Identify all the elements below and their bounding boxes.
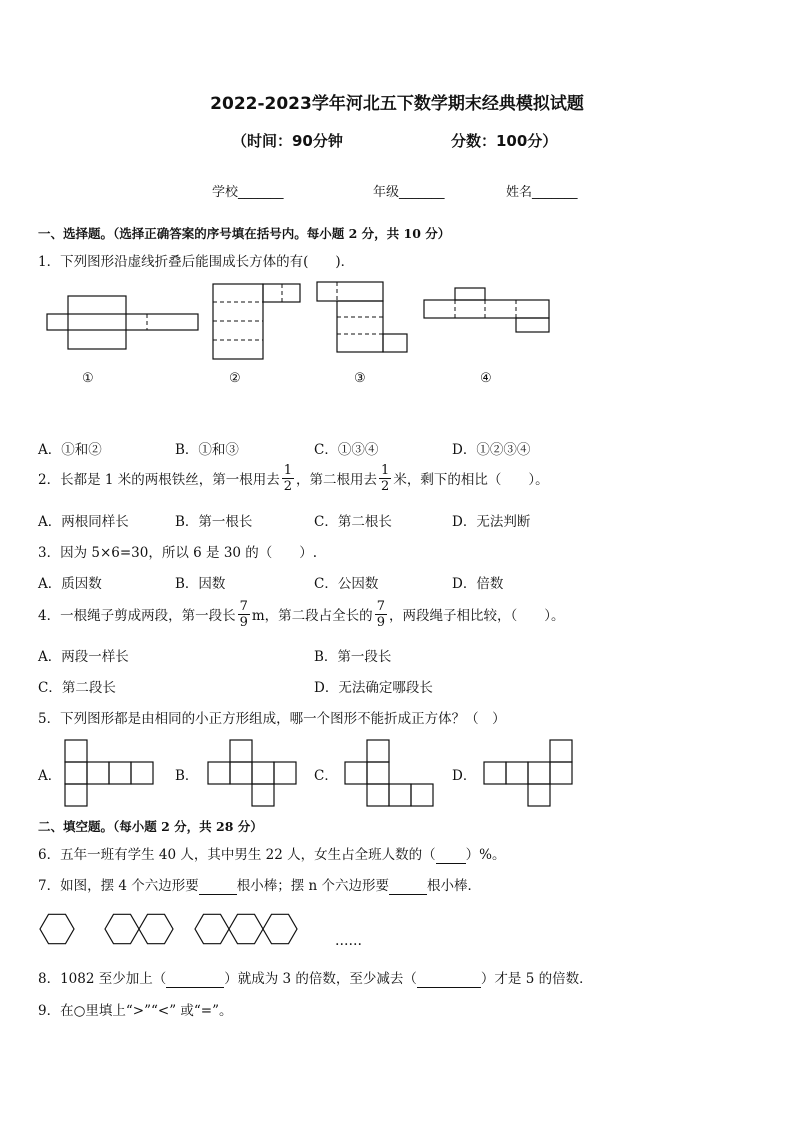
q7-text xyxy=(38,874,481,895)
q8-mid: ）就成为 3 的倍数，至少减去（ xyxy=(224,971,417,987)
q8-text xyxy=(38,967,593,988)
q9-text: 9．在○里填上“>”“<” 或“=”。 xyxy=(38,1003,233,1019)
q3-option-a[interactable]: A．质因数 xyxy=(38,576,102,592)
q1-figure-label: ② xyxy=(229,371,241,386)
q2-mid: ，第二根用去 xyxy=(296,472,378,488)
q7-post: 根小棒． xyxy=(427,878,482,894)
q1-figure-label: ① xyxy=(82,371,94,386)
q1-text: 1．下列图形沿虚线折叠后能围成长方体的有( )． xyxy=(38,254,355,270)
q4-pre: 4．一根绳子剪成两段，第一段长 xyxy=(38,608,236,624)
q7-pre: 7．如图，摆 4 个六边形要 xyxy=(38,878,199,894)
q4-fraction-1: $\frac{7}{9}$ xyxy=(239,599,248,630)
q4-option-c[interactable]: C．第二段长 xyxy=(38,680,116,696)
q7-answer-blank-1[interactable] xyxy=(199,878,237,895)
q4-text xyxy=(38,599,565,631)
page-title: 2022-2023学年河北五下数学期末经典模拟试题 xyxy=(210,94,584,114)
q3-text: 3．因为 5×6=30，所以 6 是 30 的（ ）. xyxy=(38,545,318,561)
q1-option-d[interactable]: D．①②③④ xyxy=(452,442,531,458)
q4-option-a[interactable]: A．两段一样长 xyxy=(38,649,129,665)
q4-option-d[interactable]: D．无法确定哪段长 xyxy=(314,680,433,696)
grade-field: 年级_______ xyxy=(373,185,445,200)
q1-figure-label: ④ xyxy=(480,371,492,386)
q1-option-b[interactable]: B．①和③ xyxy=(175,442,239,458)
q1-figure-2 xyxy=(213,284,300,359)
time-label: （时间：90分钟 xyxy=(232,132,343,150)
q1-option-c[interactable]: C．①③④ xyxy=(314,442,379,458)
q6-text xyxy=(38,843,505,864)
q3-option-d[interactable]: D．倍数 xyxy=(452,576,504,592)
q2-option-a[interactable]: A．两根同样长 xyxy=(38,514,129,530)
q4-mid: m，第二段占全长的 xyxy=(251,608,373,624)
q2-option-b[interactable]: B．第一根长 xyxy=(175,514,253,530)
q5-option-c[interactable]: C． xyxy=(314,768,338,784)
q4-option-b[interactable]: B．第一段长 xyxy=(314,649,392,665)
q2-fraction-2: $\frac{1}{2}$ xyxy=(381,463,390,494)
q4-fraction-2: $\frac{7}{9}$ xyxy=(376,599,385,630)
q2-fraction-1: $\frac{1}{2}$ xyxy=(283,463,293,494)
section1-header: 一、选择题。（选择正确答案的序号填在括号内。每小题 2 分，共 10 分） xyxy=(38,226,451,241)
q1-figure-3 xyxy=(317,282,407,352)
q8-answer-blank-2[interactable] xyxy=(417,971,481,988)
q2-option-d[interactable]: D．无法判断 xyxy=(452,514,531,530)
q8-post: ）才是 5 的倍数． xyxy=(480,971,593,987)
q2-post: 米，剩下的相比（ ）。 xyxy=(393,472,549,488)
q1-figure-4 xyxy=(424,288,549,332)
q5-option-d[interactable]: D． xyxy=(452,768,477,784)
q8-answer-blank-1[interactable] xyxy=(166,971,224,988)
q6-answer-blank[interactable] xyxy=(436,847,466,864)
q5-option-a[interactable]: A． xyxy=(38,768,62,784)
q5-net-b xyxy=(208,740,296,806)
q3-option-b[interactable]: B．因数 xyxy=(175,576,226,592)
q7-answer-blank-2[interactable] xyxy=(389,878,427,895)
q2-text xyxy=(38,463,549,495)
q5-net-a xyxy=(65,740,153,806)
q7-ellipsis: …… xyxy=(335,933,362,949)
q5-option-b[interactable]: B． xyxy=(175,768,199,784)
q2-pre: 2．长都是 1 米的两根铁丝，第一根用去 xyxy=(38,472,280,488)
q2-option-c[interactable]: C．第二根长 xyxy=(314,514,392,530)
q1-figures xyxy=(0,270,794,430)
q1-figure-label: ③ xyxy=(354,371,366,386)
q6-post: ）%。 xyxy=(465,847,506,863)
q7-hexagons xyxy=(0,905,794,955)
section2-header: 二、填空题。（每小题 2 分，共 28 分） xyxy=(38,819,263,834)
q6-pre: 6．五年一班有学生 40 人，其中男生 22 人，女生占全班人数的（ xyxy=(38,847,436,863)
q7-mid: 根小棒；摆 n 个六边形要 xyxy=(236,878,390,894)
school-field: 学校_______ xyxy=(212,185,284,200)
q5-nets xyxy=(0,735,794,815)
q5-net-c xyxy=(345,740,433,806)
name-field: 姓名_______ xyxy=(506,185,578,200)
score-label: 分数：100分） xyxy=(451,132,558,150)
q8-pre: 8．1082 至少加上（ xyxy=(38,971,167,987)
q4-post: ，两段绳子相比较，（ ）。 xyxy=(388,608,565,624)
q5-net-d xyxy=(484,740,572,806)
q1-figure-1 xyxy=(47,296,198,349)
q5-text: 5．下列图形都是由相同的小正方形组成，哪一个图形不能折成正方体？（ ） xyxy=(38,711,506,727)
q3-option-c[interactable]: C．公因数 xyxy=(314,576,379,592)
q1-option-a[interactable]: A．①和② xyxy=(38,442,102,458)
